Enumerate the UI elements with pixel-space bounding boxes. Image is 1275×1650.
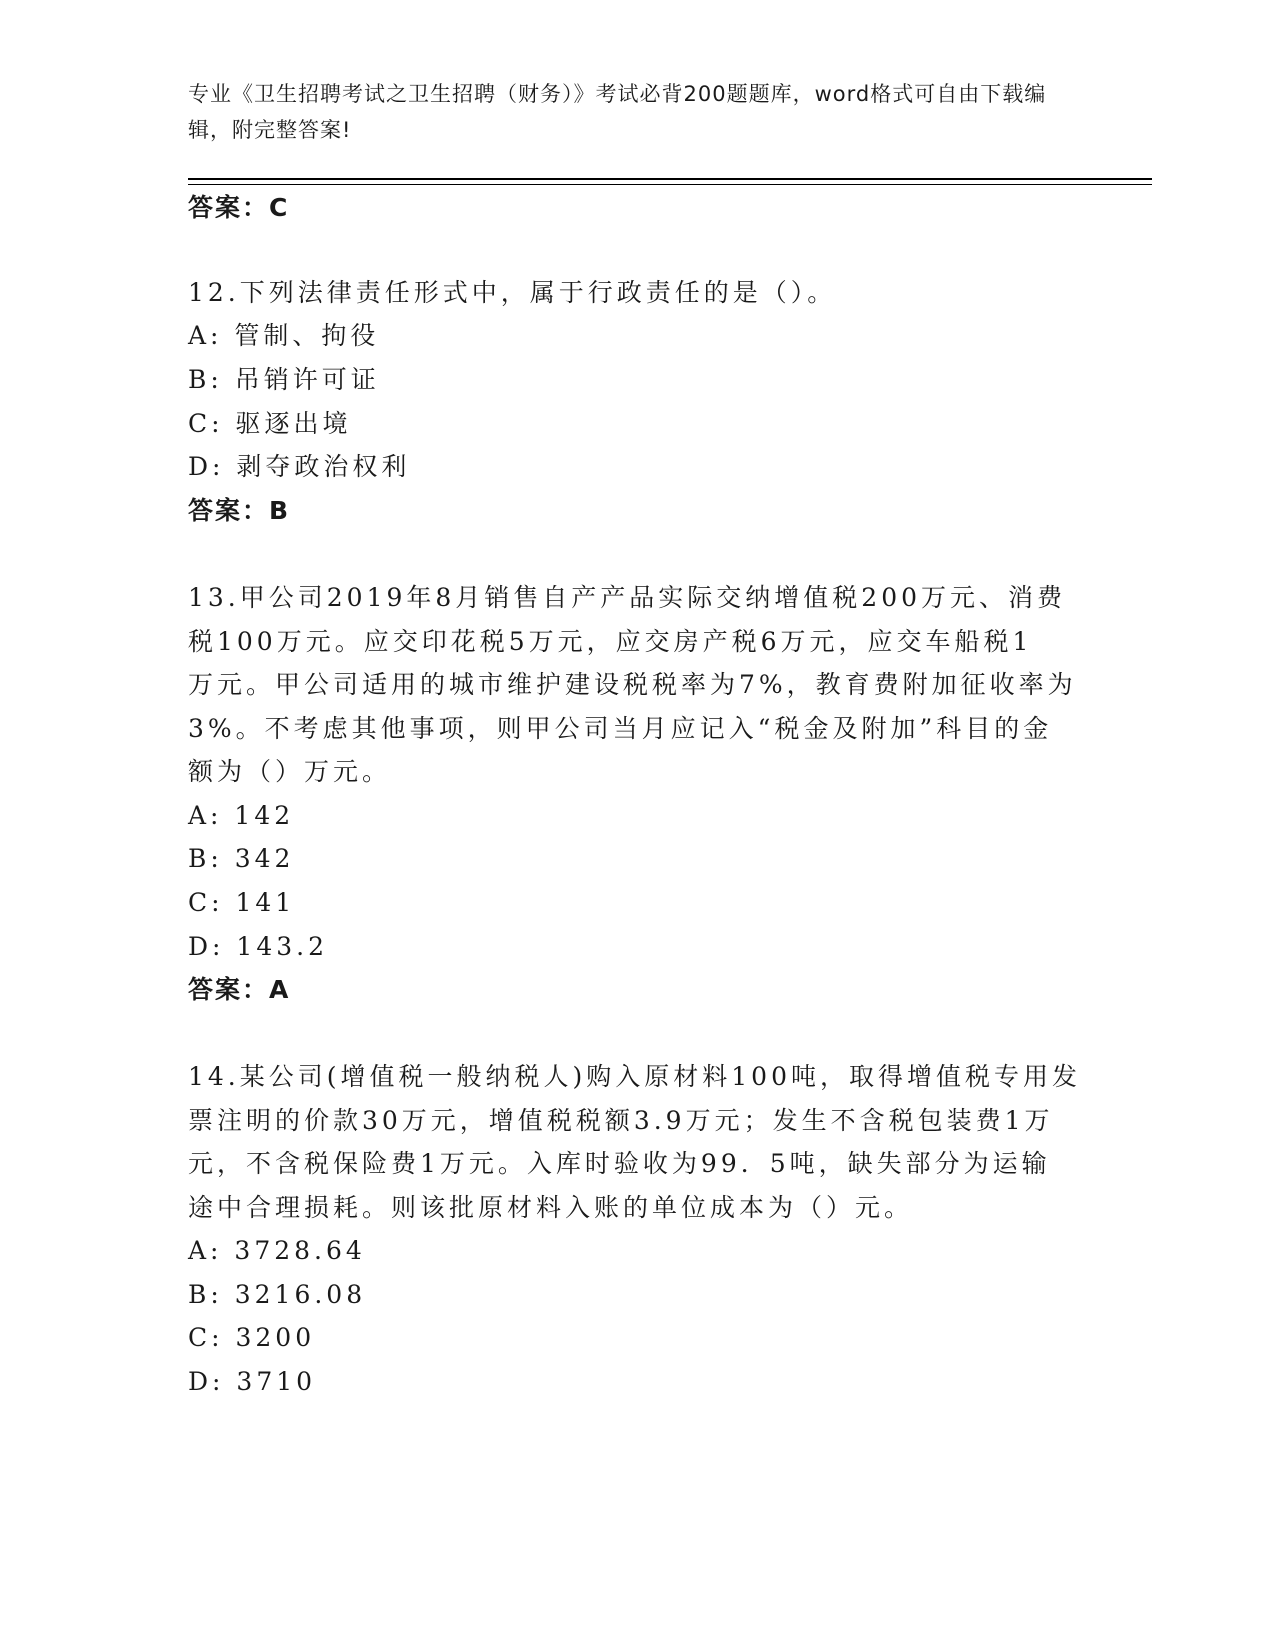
question-13-stem-line-5: 额为（）万元。 bbox=[188, 757, 392, 786]
question-13-option-b: B: 342 bbox=[188, 844, 295, 873]
question-12-option-c: C: 驱逐出境 bbox=[188, 409, 352, 438]
question-14-stem-line-1: 14.某公司(增值税一般纳税人)购入原材料100吨，取得增值税专用发 bbox=[188, 1062, 1081, 1091]
question-13-stem-line-3: 万元。甲公司适用的城市维护建设税税率为7%，教育费附加征收率为 bbox=[188, 670, 1077, 699]
question-14-option-b: B: 3216.08 bbox=[188, 1280, 367, 1309]
question-14-option-a: A: 3728.64 bbox=[188, 1236, 366, 1265]
answer-previous: 答案：C bbox=[188, 193, 290, 222]
question-12-option-b: B: 吊销许可证 bbox=[188, 365, 380, 394]
header-divider-thick bbox=[188, 178, 1152, 180]
header-divider-thin bbox=[188, 184, 1152, 185]
question-13-stem-line-2: 税100万元。应交印花税5万元，应交房产税6万元，应交车船税1 bbox=[188, 627, 1033, 656]
question-12-answer: 答案：B bbox=[188, 496, 291, 525]
question-13-option-a: A: 142 bbox=[188, 801, 295, 830]
question-14-stem-line-4: 途中合理损耗。则该批原材料入账的单位成本为（）元。 bbox=[188, 1193, 914, 1222]
question-13-option-c: C: 141 bbox=[188, 888, 296, 917]
question-12-option-a: A: 管制、拘役 bbox=[188, 321, 380, 350]
question-12-option-d: D: 剥夺政治权利 bbox=[188, 452, 411, 481]
question-13-option-d: D: 143.2 bbox=[188, 932, 328, 961]
question-14-option-d: D: 3710 bbox=[188, 1367, 317, 1396]
question-14-stem-line-2: 票注明的价款30万元，增值税税额3.9万元；发生不含税包装费1万 bbox=[188, 1106, 1054, 1135]
question-13-stem-line-4: 3%。不考虑其他事项，则甲公司当月应记入“税金及附加”科目的金 bbox=[188, 714, 1053, 743]
question-13-answer: 答案：A bbox=[188, 975, 291, 1004]
question-14-stem-line-3: 元，不含税保险费1万元。入库时验收为99．5吨，缺失部分为运输 bbox=[188, 1149, 1051, 1178]
document-header: 专业《卫生招聘考试之卫生招聘（财务）》考试必背200题题库，word格式可自由下载编辑，附完整答案! bbox=[188, 82, 1047, 142]
question-13-stem-line-1: 13.甲公司2019年8月销售自产产品实际交纳增值税200万元、消费 bbox=[188, 583, 1067, 612]
question-14-option-c: C: 3200 bbox=[188, 1323, 316, 1352]
question-12-stem: 12.下列法律责任形式中，属于行政责任的是（）。 bbox=[188, 278, 837, 307]
